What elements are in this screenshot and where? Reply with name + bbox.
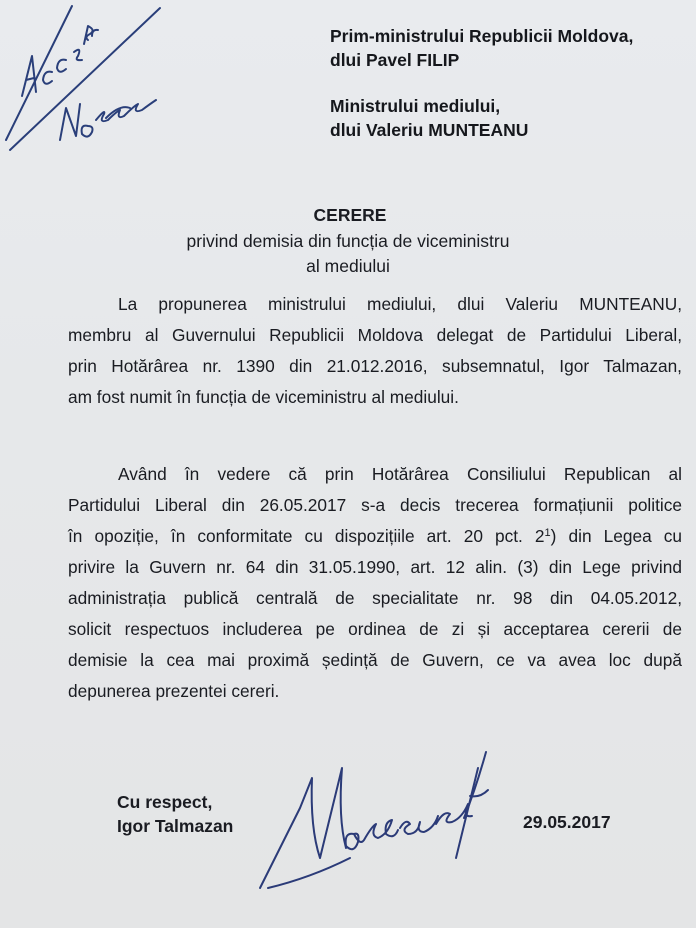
paragraph-appointment xyxy=(68,289,682,413)
subtitle-line: privind demisia din funcția de viceministru xyxy=(186,231,510,251)
document-date: 29.05.2017 xyxy=(523,812,611,832)
closing-block xyxy=(117,790,233,838)
text-line: solicit respectuos includerea pe ordinea de zi și acceptarea cererii de xyxy=(68,619,682,639)
text-line: demisie la cea mai proximă ședință de Guvern, ce va avea loc după xyxy=(68,650,682,670)
signature xyxy=(250,738,510,898)
text-line: membru al Guvernului Republicii Moldova delegat de Partidului Liberal, xyxy=(68,325,682,345)
recipient-name: dlui Valeriu MUNTEANU xyxy=(330,120,529,140)
text-line: privire la Guvern nr. 64 din 31.05.1990, art. 12 alin. (3) din Lege privind xyxy=(68,557,682,577)
document-subtitle xyxy=(0,229,696,279)
subtitle-line: al mediului xyxy=(306,256,390,276)
closing-greeting: Cu respect, xyxy=(117,792,213,812)
text-line: Având în vedere că prin Hotărârea Consiliului Republican al xyxy=(118,464,682,484)
signer-name: Igor Talmazan xyxy=(117,816,234,836)
text-segment: ) din Legea cu xyxy=(550,526,683,546)
text-line: depunerea prezentei cereri. xyxy=(68,681,280,701)
text-line xyxy=(68,521,682,552)
recipient-block-minister xyxy=(330,94,528,142)
document-title: CERERE xyxy=(313,205,387,225)
recipient-block-prime-minister xyxy=(330,24,633,72)
text-segment: în opoziție, în conformitate cu dispozițiile art. 20 pct. 2 xyxy=(68,526,545,546)
handwritten-annotation xyxy=(0,0,175,180)
superscript: 1 xyxy=(544,527,551,539)
text-line: Partidului Liberal din 26.05.2017 s-a decis trecerea formațiunii politice xyxy=(68,495,682,515)
text-line: La propunerea ministrului mediului, dlui Valeriu MUNTEANU, xyxy=(118,294,682,314)
text-line: prin Hotărârea nr. 1390 din 21.012.2016, subsemnatul, Igor Talmazan, xyxy=(68,356,682,376)
paragraph-resignation-request xyxy=(68,459,682,707)
recipient-title: Ministrului mediului, xyxy=(330,96,501,116)
text-line: am fost numit în funcția de viceministru al mediului. xyxy=(68,387,459,407)
recipient-title: Prim-ministrului Republicii Moldova, xyxy=(330,26,634,46)
recipient-name: dlui Pavel FILIP xyxy=(330,50,460,70)
text-line: administrația publică centrală de specialitate nr. 98 din 04.05.2012, xyxy=(68,588,682,608)
